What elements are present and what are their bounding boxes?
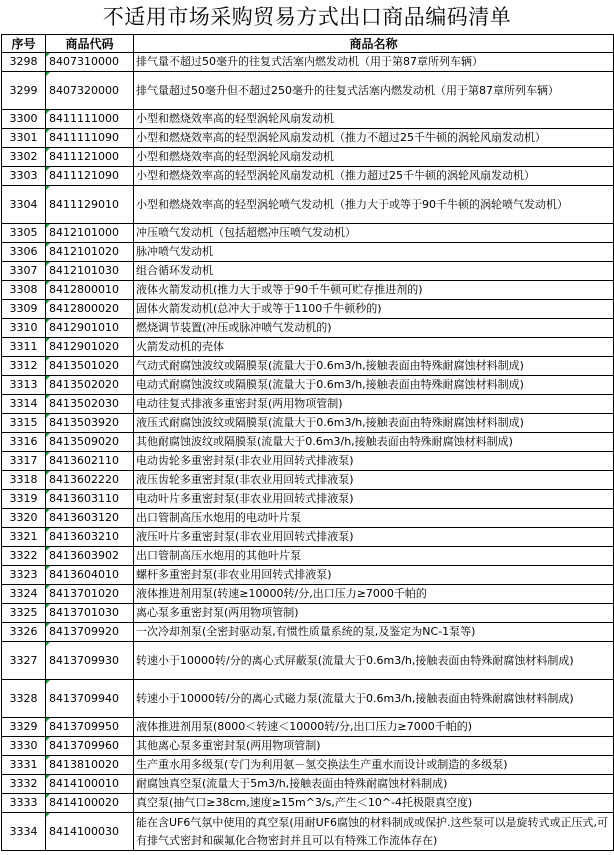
row-name-cell: 转速小于10000转/分的离心式屏蔽泵(流量大于0.6m3/h,接触表面由特殊耐腐蚀材料制成) (134, 642, 614, 680)
table-row (2, 53, 614, 72)
row-seq-cell: 3301 (2, 129, 46, 148)
row-seq-cell: 3313 (2, 376, 46, 395)
row-seq-cell: 3334 (2, 813, 46, 851)
row-seq-cell: 3329 (2, 718, 46, 737)
table-row (2, 433, 614, 452)
row-name-cell: 液压齿轮多重密封泵(非农业用回转式排液泵) (134, 471, 614, 490)
row-code-cell: 8413709960 (46, 737, 134, 756)
row-code-cell: 8412101020 (46, 243, 134, 262)
row-name-cell: 燃烧调节装置(冲压或脉冲喷气发动机的) (134, 319, 614, 338)
table-header-row (2, 35, 614, 53)
row-name-cell: 小型和燃烧效率高的轻型涡轮喷气发动机（推力大于或等于90千牛顿的涡轮喷气发动机） (134, 186, 614, 224)
row-name-cell: 冲压喷气发动机（包括超燃冲压喷气发动机） (134, 224, 614, 243)
row-name-cell: 其他离心泵多重密封泵(两用物项管制) (134, 737, 614, 756)
row-name-cell: 液体火箭发动机(推力大于或等于90千牛顿可贮存推进剂的) (134, 281, 614, 300)
row-name-cell: 能在含UF6气氛中使用的真空泵(用耐UF6腐蚀的材料制成或保护.这些泵可以是旋转式或正压式,可有排气式密封和碳氟化合物密封并且可以有特殊工作流体存在) (134, 813, 614, 851)
table-row (2, 414, 614, 433)
row-code-cell: 8411111000 (46, 110, 134, 129)
row-name-cell: 液体推进剂用泵(8000＜转速＜10000转/分,出口压力≥7000千帕的) (134, 718, 614, 737)
table-row (2, 718, 614, 737)
row-seq-cell: 3332 (2, 775, 46, 794)
table-row (2, 528, 614, 547)
table-row (2, 300, 614, 319)
row-name-cell: 电动叶片多重密封泵(非农业用回转式排液泵) (134, 490, 614, 509)
table-row (2, 281, 614, 300)
table-row (2, 680, 614, 718)
row-code-cell: 8413502030 (46, 395, 134, 414)
row-name-cell: 小型和燃烧效率高的轻型涡轮风扇发动机 (134, 110, 614, 129)
row-seq-cell: 3314 (2, 395, 46, 414)
row-seq-cell: 3303 (2, 167, 46, 186)
table-row (2, 395, 614, 414)
table-row (2, 509, 614, 528)
row-name-cell: 出口管制高压水炮用的电动叶片泵 (134, 509, 614, 528)
row-name-cell: 转速小于10000转/分的离心式磁力泵(流量大于0.6m3/h,接触表面由特殊耐腐蚀材料制成) (134, 680, 614, 718)
row-code-cell: 8412101000 (46, 224, 134, 243)
table-row (2, 243, 614, 262)
row-code-cell: 8414100010 (46, 775, 134, 794)
table-row (2, 604, 614, 623)
table-row (2, 262, 614, 281)
row-name-cell: 小型和燃烧效率高的轻型涡轮风扇发动机 (134, 148, 614, 167)
table-row (2, 129, 614, 148)
table-row (2, 72, 614, 110)
table-row (2, 452, 614, 471)
table-row (2, 186, 614, 224)
row-code-cell: 8413701030 (46, 604, 134, 623)
row-code-cell: 8407310000 (46, 53, 134, 72)
row-seq-cell: 3307 (2, 262, 46, 281)
row-code-cell: 8413603110 (46, 490, 134, 509)
row-name-cell: 固体火箭发动机(总冲大于或等于1100千牛顿秒的) (134, 300, 614, 319)
table-row (2, 338, 614, 357)
row-seq-cell: 3324 (2, 585, 46, 604)
row-code-cell: 8412901020 (46, 338, 134, 357)
table-row (2, 585, 614, 604)
row-seq-cell: 3319 (2, 490, 46, 509)
row-seq-cell: 3300 (2, 110, 46, 129)
row-code-cell: 8411121000 (46, 148, 134, 167)
row-seq-cell: 3333 (2, 794, 46, 813)
header-code: 商品代码 (46, 35, 134, 53)
row-seq-cell: 3304 (2, 186, 46, 224)
row-code-cell: 8413603902 (46, 547, 134, 566)
row-name-cell: 电动式耐腐蚀波纹或隔膜泵(流量大于0.6m3/h,接触表面由特殊耐腐蚀材料制成) (134, 376, 614, 395)
row-code-cell: 8412101030 (46, 262, 134, 281)
table-row (2, 490, 614, 509)
row-code-cell: 8412800020 (46, 300, 134, 319)
table-row (2, 737, 614, 756)
table-row (2, 775, 614, 794)
row-seq-cell: 3331 (2, 756, 46, 775)
row-name-cell: 电动往复式排液多重密封泵(两用物项管制) (134, 395, 614, 414)
row-seq-cell: 3320 (2, 509, 46, 528)
row-name-cell: 生产重水用多级泵(专门为利用氨－氢交换法生产重水而设计或制造的多级泵) (134, 756, 614, 775)
row-code-cell: 8413603120 (46, 509, 134, 528)
table-row (2, 148, 614, 167)
row-name-cell: 排气量超过50毫升但不超过250毫升的往复式活塞内燃发动机（用于第87章所列车辆） (134, 72, 614, 110)
row-name-cell: 脉冲喷气发动机 (134, 243, 614, 262)
row-name-cell: 组合循环发动机 (134, 262, 614, 281)
table-row (2, 319, 614, 338)
table-body (2, 53, 614, 851)
row-code-cell: 8412901010 (46, 319, 134, 338)
row-seq-cell: 3328 (2, 680, 46, 718)
row-name-cell: 螺杆多重密封泵(非农业用回转式排液泵) (134, 566, 614, 585)
row-seq-cell: 3308 (2, 281, 46, 300)
table-row (2, 471, 614, 490)
row-name-cell: 一次冷却剂泵(全密封驱动泵,有惯性质量系统的泵,及鉴定为NC-1泵等) (134, 623, 614, 642)
row-seq-cell: 3321 (2, 528, 46, 547)
row-code-cell: 8413709940 (46, 680, 134, 718)
table-row (2, 813, 614, 851)
row-code-cell: 8413509020 (46, 433, 134, 452)
row-name-cell: 排气量不超过50毫升的往复式活塞内燃发动机（用于第87章所列车辆） (134, 53, 614, 72)
row-code-cell: 8413502020 (46, 376, 134, 395)
row-code-cell: 8413709930 (46, 642, 134, 680)
row-name-cell: 液压式耐腐蚀波纹或隔膜泵(流量大于0.6m3/h,接触表面由特殊耐腐蚀材料制成) (134, 414, 614, 433)
row-seq-cell: 3312 (2, 357, 46, 376)
row-name-cell: 离心泵多重密封泵(两用物项管制) (134, 604, 614, 623)
row-seq-cell: 3330 (2, 737, 46, 756)
table-row (2, 376, 614, 395)
row-code-cell: 8411121090 (46, 167, 134, 186)
row-seq-cell: 3309 (2, 300, 46, 319)
table-row (2, 547, 614, 566)
row-seq-cell: 3302 (2, 148, 46, 167)
row-code-cell: 8413501020 (46, 357, 134, 376)
row-code-cell: 8413603210 (46, 528, 134, 547)
row-code-cell: 8413709920 (46, 623, 134, 642)
table-row (2, 110, 614, 129)
row-seq-cell: 3299 (2, 72, 46, 110)
row-code-cell: 8413503920 (46, 414, 134, 433)
row-code-cell: 8414100030 (46, 813, 134, 851)
row-seq-cell: 3326 (2, 623, 46, 642)
row-name-cell: 气动式耐腐蚀波纹或隔膜泵(流量大于0.6m3/h,接触表面由特殊耐腐蚀材料制成) (134, 357, 614, 376)
row-code-cell: 8414100020 (46, 794, 134, 813)
page-title: 不适用市场采购贸易方式出口商品编码清单 (102, 5, 512, 29)
table-row (2, 357, 614, 376)
row-code-cell: 8413602110 (46, 452, 134, 471)
row-seq-cell: 3327 (2, 642, 46, 680)
row-seq-cell: 3305 (2, 224, 46, 243)
table-row (2, 794, 614, 813)
row-code-cell: 8413810020 (46, 756, 134, 775)
header-seq: 序号 (2, 35, 46, 53)
row-code-cell: 8412800010 (46, 281, 134, 300)
row-seq-cell: 3325 (2, 604, 46, 623)
row-name-cell: 液压叶片多重密封泵(非农业用回转式排液泵) (134, 528, 614, 547)
row-name-cell: 液体推进剂用泵(转速≥10000转/分,出口压力≥7000千帕的 (134, 585, 614, 604)
row-name-cell: 真空泵(抽气口≥38cm,速度≥15m^3/s,产生＜10^-4托极限真空度) (134, 794, 614, 813)
row-name-cell: 电动齿轮多重密封泵(非农业用回转式排液泵) (134, 452, 614, 471)
table-row (2, 566, 614, 585)
row-seq-cell: 3310 (2, 319, 46, 338)
row-name-cell: 出口管制高压水炮用的其他叶片泵 (134, 547, 614, 566)
table-row (2, 623, 614, 642)
row-seq-cell: 3317 (2, 452, 46, 471)
row-name-cell: 火箭发动机的壳体 (134, 338, 614, 357)
row-code-cell: 8413701020 (46, 585, 134, 604)
row-seq-cell: 3316 (2, 433, 46, 452)
table-row (2, 167, 614, 186)
row-seq-cell: 3298 (2, 53, 46, 72)
row-code-cell: 8411129010 (46, 186, 134, 224)
row-code-cell: 8407320000 (46, 72, 134, 110)
commodity-code-table (1, 34, 614, 851)
table-row (2, 756, 614, 775)
row-seq-cell: 3322 (2, 547, 46, 566)
row-seq-cell: 3315 (2, 414, 46, 433)
row-seq-cell: 3318 (2, 471, 46, 490)
row-code-cell: 8413604010 (46, 566, 134, 585)
row-seq-cell: 3323 (2, 566, 46, 585)
row-seq-cell: 3311 (2, 338, 46, 357)
header-name: 商品名称 (134, 35, 614, 53)
row-code-cell: 8413709950 (46, 718, 134, 737)
row-name-cell: 其他耐腐蚀波纹或隔膜泵(流量大于0.6m3/h,接触表面由特殊耐腐蚀材料制成) (134, 433, 614, 452)
table-row (2, 642, 614, 680)
row-name-cell: 小型和燃烧效率高的轻型涡轮风扇发动机（推力不超过25千牛顿的涡轮风扇发动机） (134, 129, 614, 148)
row-code-cell: 8411111090 (46, 129, 134, 148)
row-name-cell: 耐腐蚀真空泵(流量大于5m3/h,接触表面由特殊耐腐蚀材料制成) (134, 775, 614, 794)
row-name-cell: 小型和燃烧效率高的轻型涡轮风扇发动机（推力超过25千牛顿的涡轮风扇发动机） (134, 167, 614, 186)
table-row (2, 224, 614, 243)
row-seq-cell: 3306 (2, 243, 46, 262)
row-code-cell: 8413602220 (46, 471, 134, 490)
